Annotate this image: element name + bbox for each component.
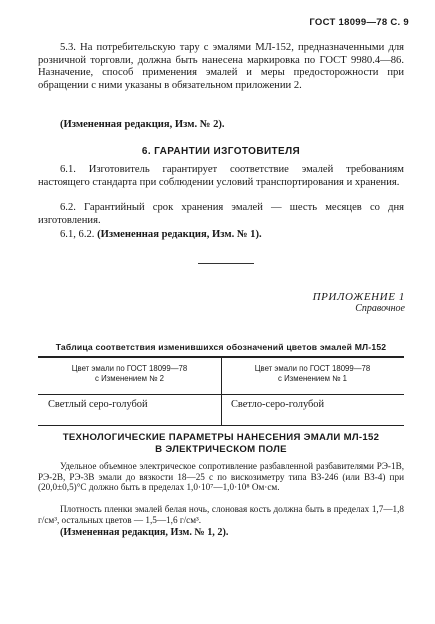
tech-section-heading: ТЕХНОЛОГИЧЕСКИЕ ПАРАМЕТРЫ НАНЕСЕНИЯ ЭМАЛИ МЛ-152 В ЭЛЕКТРИЧЕСКОМ ПОЛЕ [62, 432, 380, 455]
section-6-heading: 6. ГАРАНТИИ ИЗГОТОВИТЕЛЯ [141, 146, 301, 157]
table-header-cell: Цвет эмали по ГОСТ 18099—78 с Изменением № 2 [71, 364, 188, 383]
appendix-subtitle: Справочное [355, 303, 405, 314]
table-header [38, 356, 404, 395]
tech-paragraph-1: Удельное объемное электрическое сопротивление разбавленной разбавителями РЭ-1В, РЭ-2В, РЭ-3В эмали до вязкости 18—25 с по вискозиметру типа ВЗ-246 (или ВЗ-4) при (20,0±0,5)°С должно быть в пределах 1,0·10⁷—1,0·10⁸ Ом·см. [38, 461, 404, 493]
paragraph-5-3: 5.3. На потребительскую тару с эмалями МЛ-152, предназначенными для розничной торговли, должна быть нанесена маркировка по ГОСТ 9980.4—86. Назначение, способ применения эмалей и меры предосторожности при обращении с ними указаны в обязательном приложении 2. [38, 42, 404, 91]
amendment-note [38, 229, 404, 242]
amendment-prefix: 6.1, 6.2. [60, 229, 95, 240]
paragraph-6-1: 6.1. Изготовитель гарантирует соответствие эмалей требованиям настоящего стандарта при соблюдении условий транспортирования и хранения. [38, 164, 404, 188]
table-cell: Светлый серо-голубой [48, 399, 148, 410]
appendix-title: ПРИЛОЖЕНИЕ 1 [312, 291, 405, 303]
column-divider [221, 392, 222, 426]
table-row [38, 392, 404, 426]
amendment-note: (Измененная редакция, Изм. № 1, 2). [60, 527, 229, 538]
paragraph-6-2: 6.2. Гарантийный срок хранения эмалей — шесть месяцев со дня изготовления. [38, 202, 404, 226]
appendix-heading [313, 291, 405, 314]
amendment-note: (Измененная редакция, Изм. № 2). [60, 119, 225, 130]
table-bottom-rule [38, 425, 404, 426]
separator-line [198, 263, 254, 264]
table-cell: Светло-серо-голубой [231, 399, 325, 410]
tech-paragraph-2: Плотность пленки эмалей белая ночь, слоновая кость должна быть в пределах 1,7—1,8 г/см³, остальных цветов — 1,5—1,6 г/см³. [38, 504, 404, 525]
amendment-text: (Измененная редакция, Изм. № 1). [97, 229, 262, 240]
table-header-cell: Цвет эмали по ГОСТ 18099—78 с Изменением № 1 [254, 364, 371, 383]
page-header: ГОСТ 18099—78 С. 9 [309, 17, 409, 28]
table-title: Таблица соответствия изменившихся обозначений цветов эмалей МЛ-152 [55, 342, 387, 352]
